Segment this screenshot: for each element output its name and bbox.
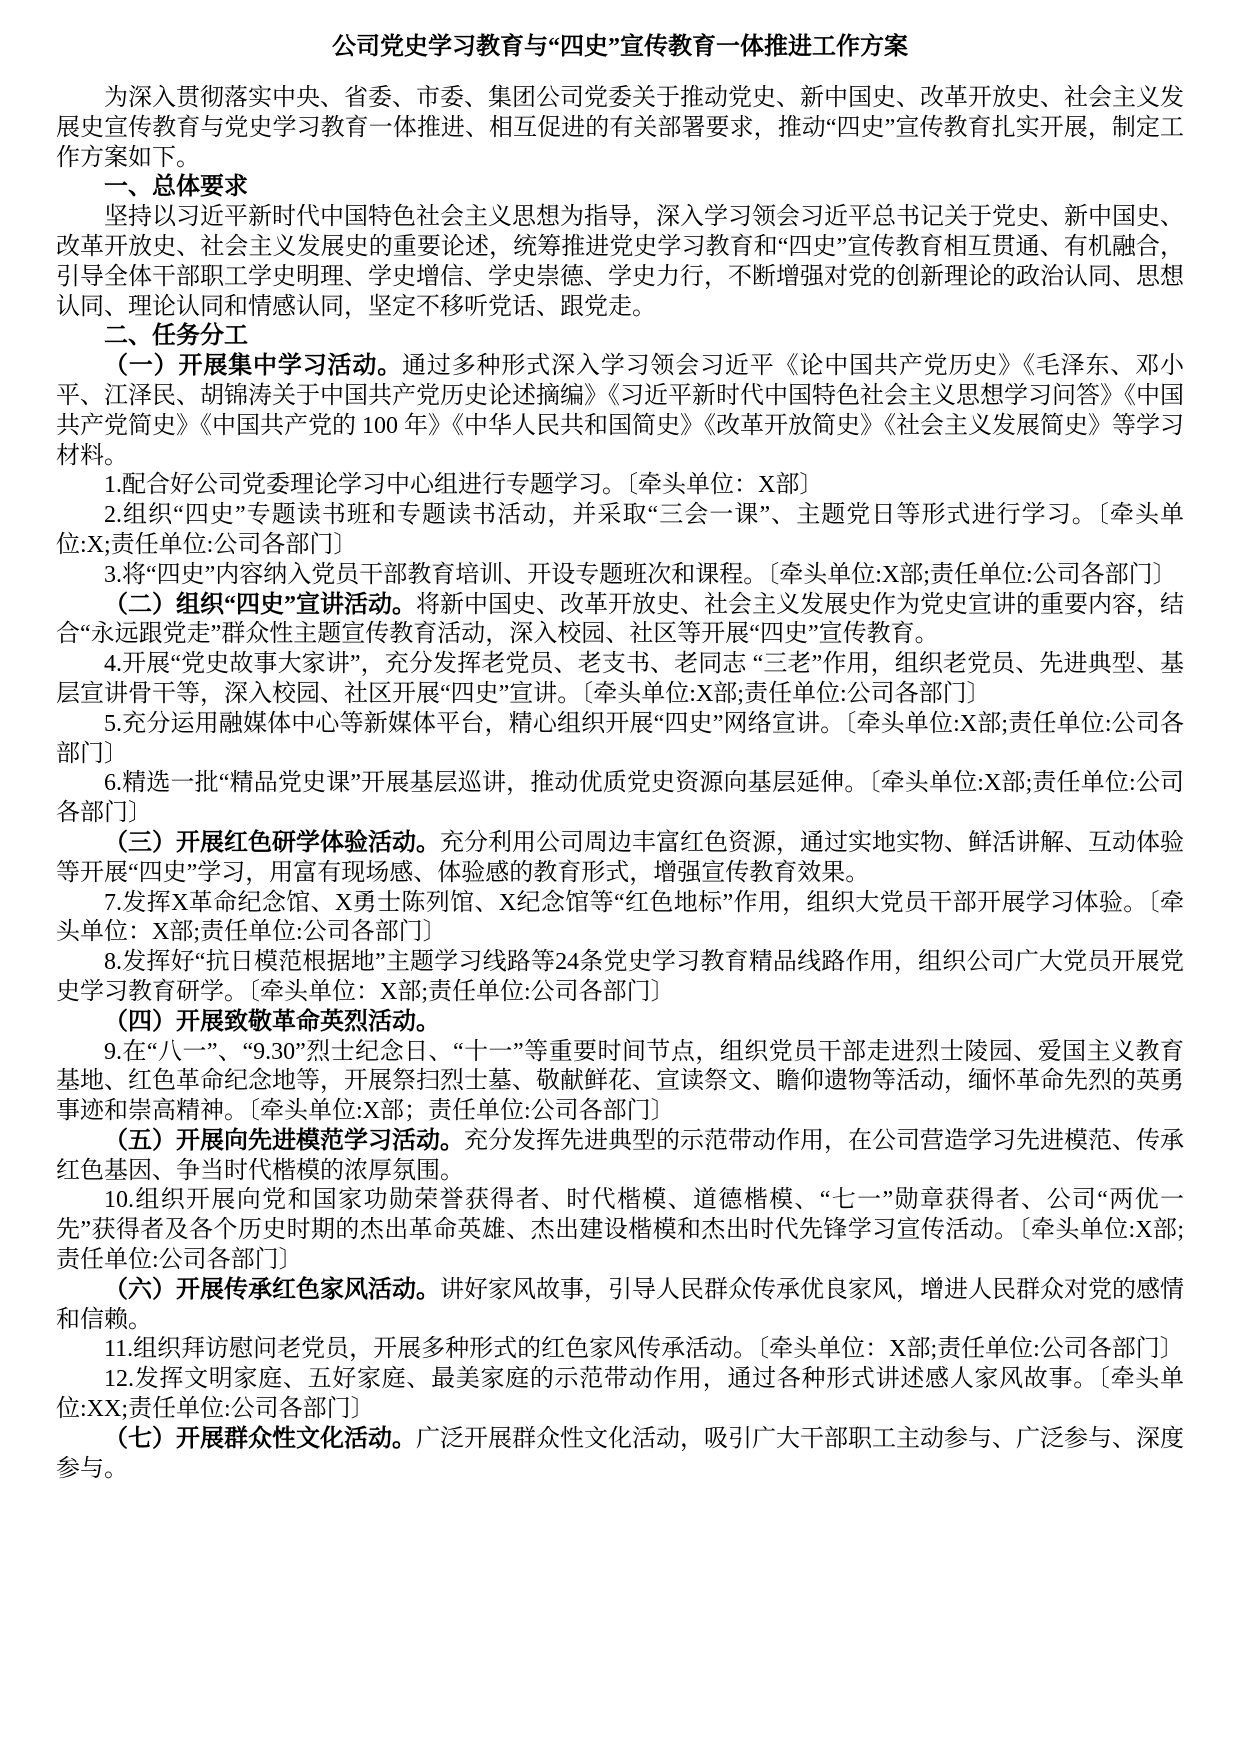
paragraph-text: 12.发挥文明家庭、五好家庭、最美家庭的示范带动作用，通过各种形式讲述感人家风故事。〔牵头单位:XX;责任单位:公司各部门〕 — [56, 1366, 1184, 1423]
paragraph-text: 1.配合好公司党委理论学习中心组进行专题学习。〔牵头单位：X部〕 — [104, 472, 824, 499]
paragraph-lead: （一）开展集中学习活动。 — [104, 353, 403, 380]
section-paragraph — [56, 352, 1184, 471]
body-paragraph — [56, 1186, 1184, 1275]
section-heading — [56, 322, 1184, 352]
paragraph-lead: 一、总体要求 — [104, 174, 248, 201]
body-paragraph — [56, 769, 1184, 829]
paragraph-lead: （七）开展群众性文化活动。 — [104, 1425, 416, 1452]
section-paragraph — [56, 829, 1184, 889]
paragraph-text: 9.在“八一”、“9.30”烈士纪念日、“十一”等重要时间节点，组织党员干部走进烈士陵园、爱国主义教育基地、红色革命纪念地等，开展祭扫烈士墓、敬献鲜花、宣读祭文、瞻仰遗物等活动，缅怀革命先烈的英勇事迹和崇高精神。〔牵头单位:X部；责任单位:公司各部门〕 — [56, 1038, 1184, 1125]
body-paragraph — [56, 1365, 1184, 1425]
paragraph-text: 充分发挥先进典型的示范带动作用，在公司营造学习先进模范、传承红色基因、争当时代楷模的浓厚氛围。 — [56, 1127, 1184, 1184]
body-paragraph — [56, 710, 1184, 770]
paragraph-text: 5.充分运用融媒体中心等新媒体平台，精心组织开展“四史”网络宣讲。〔牵头单位:X部;责任单位:公司各部门〕 — [56, 710, 1184, 767]
paragraph-text: 4.开展“党史故事大家讲”，充分发挥老党员、老支书、老同志 “三老”作用，组织老党员、先进典型、基层宣讲骨干等，深入校园、社区开展“四史”宣讲。〔牵头单位:X部;责任单位:公司各部门〕 — [56, 651, 1184, 707]
paragraph-text: 广泛开展群众性文化活动，吸引广大干部职工主动参与、广泛参与、深度参与。 — [56, 1425, 1184, 1482]
paragraph-text: 坚持以习近平新时代中国特色社会主义思想为指导，深入学习领会习近平总书记关于党史、新中国史、改革开放史、社会主义发展史的重要论述，统筹推进党史学习教育和“四史”宣传教育相互贯通、有机融合，引导全体干部职工学史明理、学史增信、学史崇德、学史力行，不断增强对党的创新理论的政治认同、思想认同、理论认同和情感认同，坚定不移听党话、跟党走。 — [56, 204, 1184, 320]
body-paragraph — [56, 203, 1184, 322]
paragraph-text: 为深入贯彻落实中央、省委、市委、集团公司党委关于推动党史、新中国史、改革开放史、社会主义发展史宣传教育与党史学习教育一体推进、相互促进的有关部署要求，推动“四史”宣传教育扎实开展，制定工作方案如下。 — [56, 85, 1184, 171]
paragraph-lead: （六）开展传承红色家风活动。 — [104, 1276, 440, 1303]
doc-title: 公司党史学习教育与“四史”宣传教育一体推进工作方案 — [332, 34, 908, 60]
section-heading — [56, 1008, 1184, 1038]
body-paragraph — [56, 471, 1184, 501]
paragraph-text: 充分利用公司周边丰富红色资源，通过实地实物、鲜活讲解、互动体验等开展“四史”学习，用富有现场感、体验感的教育形式，增强宣传教育效果。 — [56, 829, 1184, 886]
paragraph-text: 11.组织拜访慰问老党员，开展多种形式的红色家风传承活动。〔牵头单位：X部;责任单位:公司各部门〕 — [104, 1336, 1184, 1363]
body-paragraph — [56, 501, 1184, 561]
paragraph-lead: （三）开展红色研学体验活动。 — [104, 829, 440, 856]
section-paragraph — [56, 1127, 1184, 1187]
section-paragraph — [56, 1276, 1184, 1336]
body-paragraph — [56, 889, 1184, 949]
body-paragraph — [56, 1335, 1184, 1365]
paragraph-text: 3.将“四史”内容纳入党员干部教育培训、开设专题班次和课程。〔牵头单位:X部;责任单位:公司各部门〕 — [104, 561, 1177, 588]
body-paragraph — [56, 948, 1184, 1008]
paragraph-text: 6.精选一批“精品党史课”开展基层巡讲，推动优质党史资源向基层延伸。〔牵头单位:X部;责任单位:公司各部门〕 — [56, 770, 1184, 827]
body-paragraph — [56, 561, 1184, 591]
section-paragraph — [56, 1425, 1184, 1485]
section-paragraph — [56, 591, 1184, 651]
paragraph-text: 8.发挥好“抗日模范根据地”主题学习线路等24条党史学习教育精品线路作用，组织公司广大党员开展党史学习教育研学。〔牵头单位：X部;责任单位:公司各部门〕 — [56, 949, 1184, 1005]
body-paragraph — [56, 650, 1184, 710]
paragraph-text: 7.发挥X革命纪念馆、X勇士陈列馆、X纪念馆等“红色地标”作用，组织大党员干部开展学习体验。〔牵头单位：X部;责任单位:公司各部门〕 — [56, 889, 1184, 946]
body-paragraph — [56, 84, 1184, 173]
doc-body — [56, 84, 1184, 1484]
paragraph-text: 讲好家风故事，引导人民群众传承优良家风，增进人民群众对党的感情和信赖。 — [56, 1276, 1184, 1333]
paragraph-text: 10.组织开展向党和国家功勋荣誉获得者、时代楷模、道德楷模、“七一”勋章获得者、公司“两优一先”获得者及各个历史时期的杰出革命英雄、杰出建设楷模和杰出时代先锋学习宣传活动。〔牵头单位:X部;责任单位:公司各部门〕 — [56, 1187, 1184, 1274]
paragraph-text: 将新中国史、改革开放史、社会主义发展史作为党史宣讲的重要内容，结合“永远跟党走”群众性主题宣传教育活动，深入校园、社区等开展“四史”宣传教育。 — [56, 591, 1184, 648]
paragraph-lead: 二、任务分工 — [104, 323, 248, 350]
paragraph-lead: （四）开展致敬革命英烈活动。 — [104, 1008, 440, 1035]
section-heading — [56, 173, 1184, 203]
body-paragraph — [56, 1038, 1184, 1127]
paragraph-text: 2.组织“四史”专题读书班和专题读书活动，并采取“三会一课”、主题党日等形式进行学习。〔牵头单位:X;责任单位:公司各部门〕 — [56, 502, 1184, 558]
paragraph-text: 通过多种形式深入学习领会习近平《论中国共产党历史》《毛泽东、邓小平、江泽民、胡锦涛关于中国共产党历史论述摘编》《习近平新时代中国特色社会主义思想学习问答》《中国共产党简史》《中国共产党的 100 年》《中华人民共和国简史》《改革开放简史》《社会主义发展简史》等学习材料。 — [56, 353, 1184, 469]
paragraph-lead: （二）组织“四史”宣讲活动。 — [104, 591, 416, 618]
paragraph-lead: （五）开展向先进模范学习活动。 — [104, 1127, 464, 1154]
